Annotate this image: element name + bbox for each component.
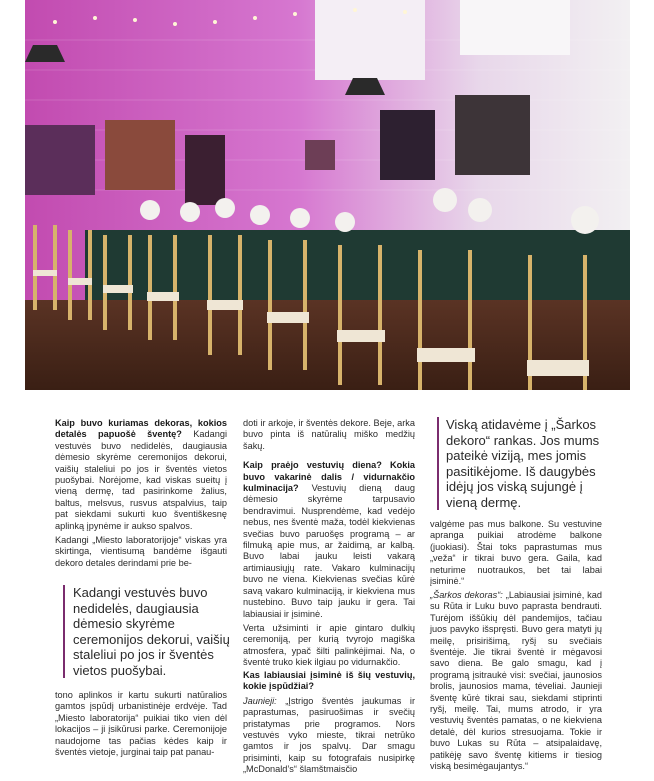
answer-wedding-day: Vestuvių dieną daug dėmesio skyrėme tarpusavio bendravimui. Nusprendėme, kad vedėjo nebus, nes šventė maža, todėl kiekvienas svečias buvo paruošęs programą – ar filmuką apie mus, ar žaidimą, ar kalbą. Buvo labai jauku leisti vakarą artimiausiųjų rate. Vakaro kulminacijų buvo ne viena. Kiekvienas svečias kūrė savą vakaro kulminaciją, ir kiekviena mus nustebino. Buvo taip jauku ir gera. Tai labiausiai ir įsiminė. [243,483,415,619]
answer-decor: Kadangi vestuvės buvo nedidelės, daugiausia dėmesio skyrėme ceremonijos dekorui, vaišių staleliui po jos ir šventės vietos puošybai. Norėjome, kad viskas sueitų į vieną dermę, tad pasirinkome žalius, baltus, melsvus, rusvus atspalvius, taip pat siekdami sukurti kuo šventiškesnę aplinką įpynėme ir aukso spalvos. [55,429,227,531]
question-decor: Kaip buvo kuriamas dekoras, kokios detalės papuošė šventę? [55,418,227,440]
column-3-top [430,519,602,590]
paragraph-amber: Verta užsiminti ir apie gintaro dulkių ceremoniją, per kurią tvyrojo magiška atmosfera, ypač šilti palinkėjimai. Na, o šventė truko kiek ilgiau po vidurnakčio. [243,622,415,668]
column-3-bottom [430,590,602,776]
paragraph-lab: Kadangi „Miesto laboratorijoje“ viskas yra skirtinga, vientisumą bandėme išgauti dekoro detales derindami prie be- [55,535,227,568]
wedding-venue-photo [25,0,630,390]
question-memories: Kas labiausiai įsiminė iš šių vestuvių, kokie įspūdžiai? [243,670,415,692]
paragraph-balcony: valgėme pas mus balkone. Su vestuvine apranga puikiai atrodėme balkone (juokiasi). Štai toks paprastumas mus „veža“ ir tikrai buvo gera. Gaila, kad neturime nuotraukos, bet tai labai įsiminė.“ [430,519,602,587]
answer-sarkos: „Labiausiai įsiminė, kad su Rūta ir Luku buvo paprasta bendrauti. Turėjom iššūkių dėl pandemijos, tačiau juos pavyko išspręsti. Buvo gera matyti jų meilę, prisirišimą, ryšį su svečiais šventėje. Jie tikrai šventė ir mėgavosi savo diena. Be galo smagu, kad į programą įsitraukė visi: svečiai, jaunosios brolis, jaunosios mama, tėveliai. Jaunieji šventę kūrė tikrai sau, siekdami stiprinti ryšį, meilę. Tai, mums atrodo, ir yra vestuvių šventės pamatas, o ne kiekviena detalė, dėl kurios stresuojama. Tokie ir buvo Lukas su Rūta – atsipalaidavę, patikėję savo šventę kitiems ir tiesiog viską besimėgaujantys.“ [430,590,602,772]
lead-couple: Jaunieji: [243,695,277,706]
paragraph-arch: doti ir arkoje, ir šventės dekore. Beje, arka buvo pinta iš natūralių miško medžių šakų. [243,418,415,451]
pull-quote-ceremony: Kadangi vestuvės buvo nedidelės, daugiausia dėmesio skyrėme ceremonijos dekorui, vaišių staleliui po jos ir šventės vietos puošybai. [63,585,233,678]
column-1-bottom [55,690,227,761]
column-2-bottom [243,670,415,779]
pull-quote-sarkos: Viską atidavėme į „Šarkos dekoro“ rankas. Jos mums pateikė viziją, mes jomis pasitikėjome. Iš daugybės idėjų jos viską sujungė į vieną dermę. [437,417,616,510]
column-2 [243,418,415,672]
lead-sarkos: „Šarkos dekoras“: [430,590,503,600]
column-1 [55,418,227,572]
paragraph-nature: tono aplinkos ir kartu sukurti natūralios gamtos įspūdį urbanistinėje erdvėje. Tad „Miesto laboratorija“ puikiai tiko vien dėl lokacijos – ji įsikūrusi parke. Ceremonijoje naudojome tas pačias kėdes kaip ir šventės vietoje, jurginai taip pat panau- [55,690,227,758]
answer-couple: „Įstrigo šventės jaukumas ir paprastumas, pasiruošimas ir svečių pristatymas prie programos. Nors vestuvės vyko mieste, tikrai netrūko gamtos ir jos spalvų. Dar smagu prisiminti, kaip su fotografais nusipirkę „McDonald’s“ šlamštmaisčio [243,695,415,775]
question-wedding-day: Kaip praėjo vestuvių diena? Kokia buvo vakarinė dalis / vidurnakčio kulminacija? [243,460,415,494]
